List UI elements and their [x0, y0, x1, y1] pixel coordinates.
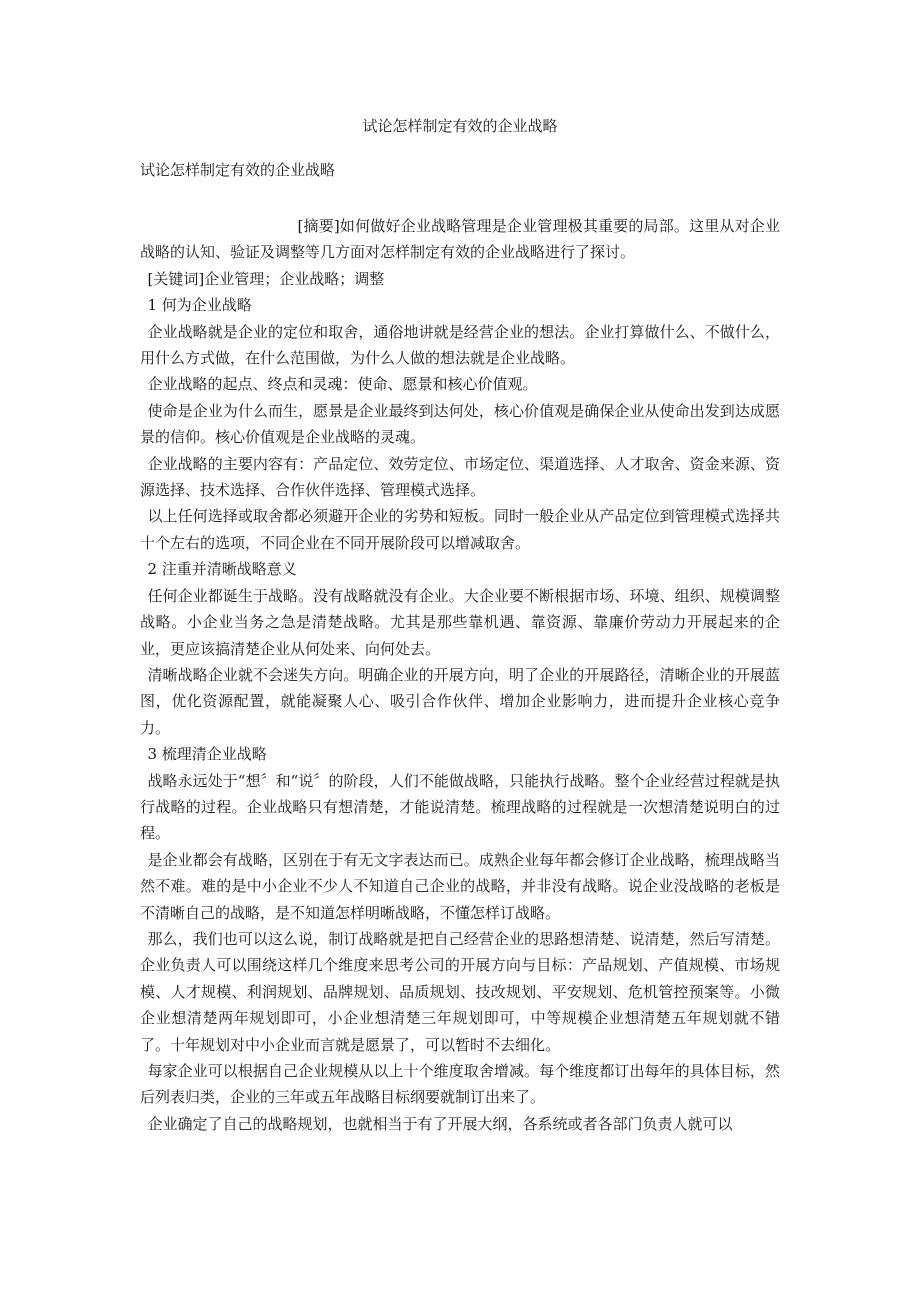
paragraph: 是企业都会有战略，区别在于有无文字表达而已。成熟企业每年都会修订企业战略，梳理战略当然不难。难的是中小企业不少人不知道自己企业的战略，并非没有战略。说企业没战略的老板是不清晰自己的战略，是不知道怎样明晰战略，不懂怎样订战略。	[140, 850, 780, 922]
section-heading-1: 1 何为企业战略	[147, 296, 252, 315]
document-title: 试论怎样制定有效的企业战略	[362, 117, 558, 135]
paragraph: 战略永远处于“想〞和“说〞的阶段，人们不能做战略，只能执行战略。整个企业经营过程就是执行战略的过程。企业战略只有想清楚，才能说清楚。梳理战略的过程就是一次想清楚说明白的过程。	[140, 771, 780, 843]
paragraph: 清晰战略企业就不会迷失方向。明确企业的开展方向，明了企业的开展路径，清晰企业的开展蓝图，优化资源配置，就能凝聚人心、吸引合作伙伴、增加企业影响力，进而提升企业核心竞争力。	[140, 665, 780, 737]
paragraph: 企业战略的起点、终点和灵魂：使命、愿景和核心价值观。	[147, 375, 538, 394]
paragraph: 那么，我们也可以这么说，制订战略就是把自己经营企业的思路想清楚、说清楚，然后写清楚。企业负责人可以围绕这样几个维度来思考公司的开展方向与目标：产品规划、产值规模、市场规模、人才规模、利润规划、品牌规划、品质规划、技改规划、平安规划、危机管控预案等。小微企业想清楚两年规划即可，小企业想清楚三年规划即可，中等规模企业想清楚五年规划就不错了。十年规划对中小企业而言就是愿景了，可以暂时不去细化。	[140, 929, 780, 1054]
document-subtitle: 试论怎样制定有效的企业战略	[140, 161, 336, 179]
document-body	[140, 213, 780, 1137]
paragraph: 以上任何选择或取舍都必须避开企业的劣势和短板。同时一般企业从产品定位到管理模式选择共十个左右的选项，不同企业在不同开展阶段可以增减取舍。	[140, 507, 780, 552]
paragraph: 使命是企业为什么而生，愿景是企业最终到达何处，核心价值观是确保企业从使命出发到达成愿景的信仰。核心价值观是企业战略的灵魂。	[140, 401, 780, 447]
paragraph: 每家企业可以根据自己企业规模从以上十个维度取舍增减。每个维度都订出每年的具体目标，然后列表归类，企业的三年或五年战略目标纲要就制订出来了。	[140, 1062, 780, 1107]
paragraph: 任何企业都诞生于战略。没有战略就没有企业。大企业要不断根据市场、环境、组织、规模调整战略。小企业当务之急是清楚战略。尤其是那些靠机遇、靠资源、靠廉价劳动力开展起来的企业，更应该搞清楚企业从何处来、向何处去。	[140, 586, 780, 658]
paragraph: 企业确定了自己的战略规划，也就相当于有了开展大纲，各系统或者各部门负责人就可以	[147, 1114, 733, 1133]
keywords-line: [关键词]企业管理；企业战略；调整	[147, 269, 385, 288]
paragraph: 企业战略就是企业的定位和取舍，通俗地讲就是经营企业的想法。企业打算做什么、不做什么，用什么方式做，在什么范围做，为什么人做的想法就是企业战略。	[140, 322, 780, 368]
paragraph: 企业战略的主要内容有：产品定位、效劳定位、市场定位、渠道选择、人才取舍、资金来源、资源选择、技术选择、合作伙伴选择、管理模式选择。	[140, 454, 780, 500]
abstract-paragraph: [摘要]如何做好企业战略管理是企业管理极其重要的局部。这里从对企业战略的认知、验证及调整等几方面对怎样制定有效的企业战略进行了探讨。	[140, 217, 780, 262]
section-heading-2: 2 注重并清晰战略意义	[147, 560, 297, 579]
section-heading-3: 3 梳理清企业战略	[147, 745, 267, 764]
